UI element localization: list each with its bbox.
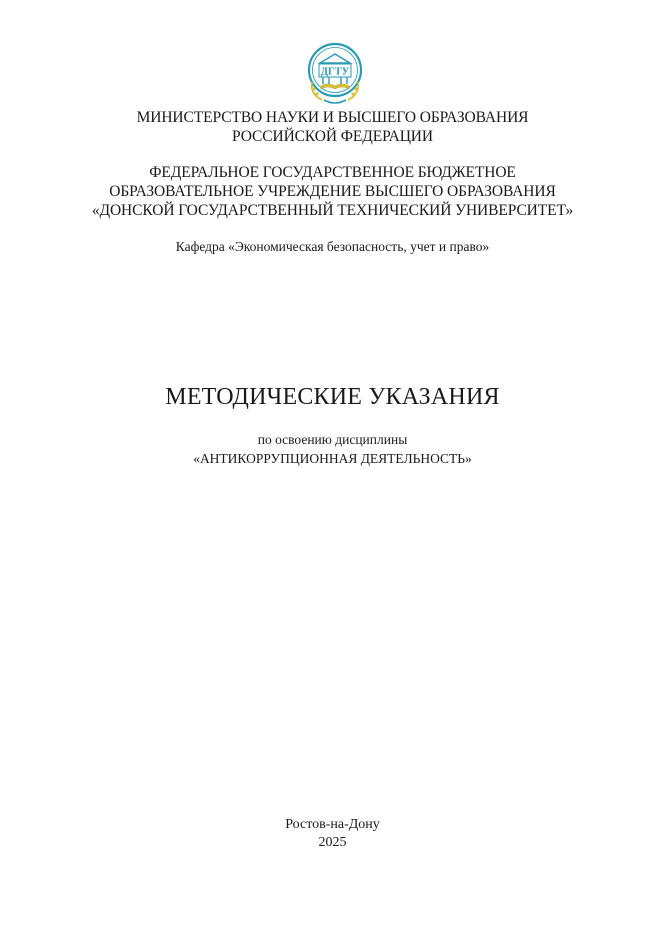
ministry-header — [0, 108, 665, 146]
ministry-line-1: МИНИСТЕРСТВО НАУКИ И ВЫСШЕГО ОБРАЗОВАНИЯ — [136, 109, 529, 126]
university-line-3: «ДОНСКОЙ ГОСУДАРСТВЕННЫЙ ТЕХНИЧЕСКИЙ УНИВЕРСИТЕТ» — [91, 202, 574, 219]
document-subtitle: по освоению дисциплины — [257, 432, 408, 447]
university-line-2: ОБРАЗОВАТЕЛЬНОЕ УЧРЕЖДЕНИЕ ВЫСШЕГО ОБРАЗОВАНИЯ — [109, 183, 556, 200]
city: Ростов-на-Дону — [285, 817, 380, 832]
logo-text: ДГТУ — [320, 66, 350, 78]
ministry-line-2: РОССИЙСКОЙ ФЕДЕРАЦИИ — [232, 128, 433, 145]
department-name: Кафедра «Экономическая безопасность, учет и право» — [175, 239, 490, 254]
university-line-1: ФЕДЕРАЛЬНОЕ ГОСУДАРСТВЕННОЕ БЮДЖЕТНОЕ — [149, 164, 516, 181]
university-header — [0, 163, 665, 220]
discipline-name: «АНТИКОРРУПЦИОННАЯ ДЕЯТЕЛЬНОСТЬ» — [193, 451, 472, 466]
dstu-emblem-icon — [306, 42, 364, 108]
year: 2025 — [318, 835, 347, 850]
document-title: МЕТОДИЧЕСКИЕ УКАЗАНИЯ — [165, 384, 500, 410]
